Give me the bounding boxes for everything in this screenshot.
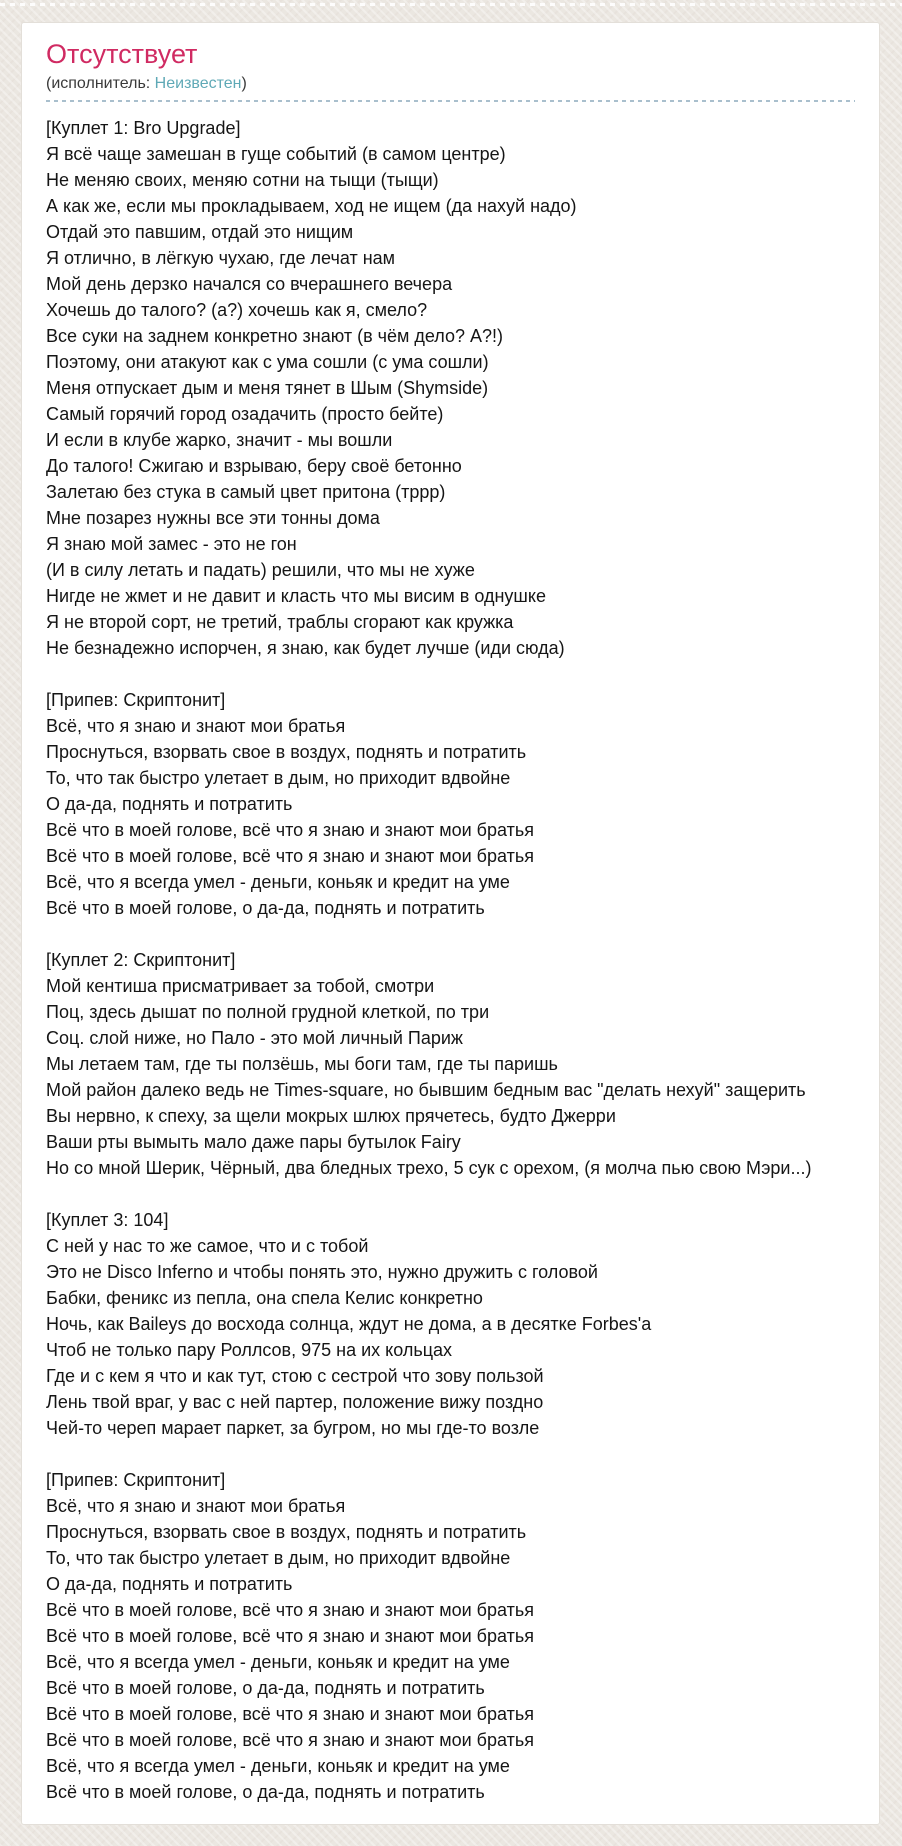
stanza (46, 1207, 855, 1441)
artist-link[interactable]: Неизвестен (154, 75, 242, 92)
lyric-line: Ваши рты вымыть мало даже пары бутылок Fairy (46, 1132, 461, 1152)
artist-suffix: ) (241, 75, 247, 92)
lyric-line: Всё что в моей голове, о да-да, поднять и потратить (46, 1782, 485, 1802)
lyric-line: С ней у нас то же самое, что и с тобой (46, 1236, 369, 1256)
section-header: [Куплет 1: Bro Upgrade] (46, 118, 241, 138)
lyric-line: А как же, если мы прокладываем, ход не ищем (да нахуй надо) (46, 196, 577, 216)
artist-label: (исполнитель: (46, 75, 155, 92)
section-header: [Припев: Скриптонит] (46, 690, 226, 710)
lyric-line: До талого! Сжигаю и взрываю, беру своё бетонно (46, 456, 462, 476)
lyric-line: Все суки на заднем конкретно знают (в чём дело? А?!) (46, 326, 504, 346)
lyric-line: (И в силу летать и падать) решили, что мы не хуже (46, 560, 475, 580)
song-title: Отсутствует (46, 39, 198, 69)
section-header: [Куплет 3: 104] (46, 1210, 169, 1230)
lyric-line: Мне позарез нужны все эти тонны дома (46, 508, 380, 528)
lyric-line: Ночь, как Baileys до восхода солнца, ждут не дома, а в десятке Forbes'а (46, 1314, 652, 1334)
lyric-line: Всё что в моей голове, всё что я знаю и знают мои братья (46, 820, 534, 840)
lyric-line: Всё что в моей голове, о да-да, поднять и потратить (46, 1678, 485, 1698)
section-header: [Припев: Скриптонит] (46, 1470, 226, 1490)
lyric-line: Не безнадежно испорчен, я знаю, как будет лучше (иди сюда) (46, 638, 565, 658)
lyric-line: Я знаю мой замес - это не гон (46, 534, 297, 554)
lyrics-card (21, 22, 880, 1825)
lyric-line: Поэтому, они атакуют как с ума сошли (с ума сошли) (46, 352, 489, 372)
lyric-line: Всё что в моей голове, всё что я знаю и знают мои братья (46, 1730, 534, 1750)
lyric-line: Всё что в моей голове, всё что я знаю и знают мои братья (46, 1626, 534, 1646)
lyric-line: Я не второй сорт, не третий, траблы сгорают как кружка (46, 612, 514, 632)
lyric-line: Мы летаем там, где ты ползёшь, мы боги там, где ты паришь (46, 1054, 558, 1074)
lyric-line: Отдай это павшим, отдай это нищим (46, 222, 354, 242)
lyric-line: О да-да, поднять и потратить (46, 1574, 293, 1594)
lyric-line: Не меняю своих, меняю сотни на тыщи (тыщи) (46, 170, 439, 190)
stanza (46, 687, 855, 921)
lyric-line: Чтоб не только пару Роллсов, 975 на их кольцах (46, 1340, 453, 1360)
lyric-line: Чей-то череп марает паркет, за бугром, но мы где-то возле (46, 1418, 540, 1438)
background-stitch-texture (0, 3, 902, 6)
lyric-line: Хочешь до талого? (а?) хочешь как я, смело? (46, 300, 428, 320)
lyric-line: Мой район далеко ведь не Times-square, но бывшим бедным вас "делать нехуй" защерить (46, 1080, 806, 1100)
lyric-line: Всё что в моей голове, всё что я знаю и знают мои братья (46, 846, 534, 866)
lyric-line: Всё что в моей голове, всё что я знаю и знают мои братья (46, 1704, 534, 1724)
artist-line (46, 73, 855, 94)
lyric-line: Проснуться, взорвать свое в воздух, поднять и потратить (46, 1522, 527, 1542)
section-header: [Куплет 2: Скриптонит] (46, 950, 236, 970)
stanza (46, 115, 855, 661)
lyric-line: Всё, что я всегда умел - деньги, коньяк и кредит на уме (46, 872, 510, 892)
lyric-line: Где и с кем я что и как тут, стою с сестрой что зову пользой (46, 1366, 544, 1386)
header-separator (46, 100, 855, 102)
lyric-line: Мой кентиша присматривает за тобой, смотри (46, 976, 435, 996)
lyric-line: Всё что в моей голове, всё что я знаю и знают мои братья (46, 1600, 534, 1620)
lyric-line: Я отлично, в лёгкую чухаю, где лечат нам (46, 248, 396, 268)
lyric-line: Меня отпускает дым и меня тянет в Шым (Shymside) (46, 378, 489, 398)
lyric-line: Бабки, феникс из пепла, она спела Келис конкретно (46, 1288, 483, 1308)
lyric-line: Залетаю без стука в самый цвет притона (тррр) (46, 482, 446, 502)
lyric-line: Но со мной Шерик, Чёрный, два бледных трехо, 5 сук с орехом, (я молча пью свою Мэри...) (46, 1158, 812, 1178)
lyric-line: Лень твой враг, у вас с ней партер, положение вижу поздно (46, 1392, 544, 1412)
lyric-line: И если в клубе жарко, значит - мы вошли (46, 430, 393, 450)
lyric-line: Поц, здесь дышат по полной грудной клеткой, по три (46, 1002, 490, 1022)
lyric-line: Вы нервно, к спеху, за щели мокрых шлюх прячетесь, будто Джерри (46, 1106, 616, 1126)
lyric-line: Самый горячий город озадачить (просто бейте) (46, 404, 444, 424)
lyric-line: Мой день дерзко начался со вчерашнего вечера (46, 274, 453, 294)
lyric-line: Соц. слой ниже, но Пало - это мой личный Париж (46, 1028, 463, 1048)
lyric-line: Всё, что я знаю и знают мои братья (46, 1496, 346, 1516)
lyric-line: Всё, что я всегда умел - деньги, коньяк и кредит на уме (46, 1756, 510, 1776)
stanza (46, 947, 855, 1181)
lyric-line: Это не Disco Inferno и чтобы понять это, нужно дружить с головой (46, 1262, 598, 1282)
lyric-line: Я всё чаще замешан в гуще событий (в самом центре) (46, 144, 506, 164)
stanza (46, 1467, 855, 1805)
lyric-line: Нигде не жмет и не давит и класть что мы висим в однушке (46, 586, 546, 606)
lyric-line: То, что так быстро улетает в дым, но приходит вдвойне (46, 1548, 511, 1568)
lyrics (46, 115, 855, 1805)
lyric-line: Всё, что я знаю и знают мои братья (46, 716, 346, 736)
lyric-line: То, что так быстро улетает в дым, но приходит вдвойне (46, 768, 511, 788)
lyric-line: Всё что в моей голове, о да-да, поднять и потратить (46, 898, 485, 918)
lyric-line: Всё, что я всегда умел - деньги, коньяк и кредит на уме (46, 1652, 510, 1672)
lyric-line: О да-да, поднять и потратить (46, 794, 293, 814)
lyric-line: Проснуться, взорвать свое в воздух, поднять и потратить (46, 742, 527, 762)
